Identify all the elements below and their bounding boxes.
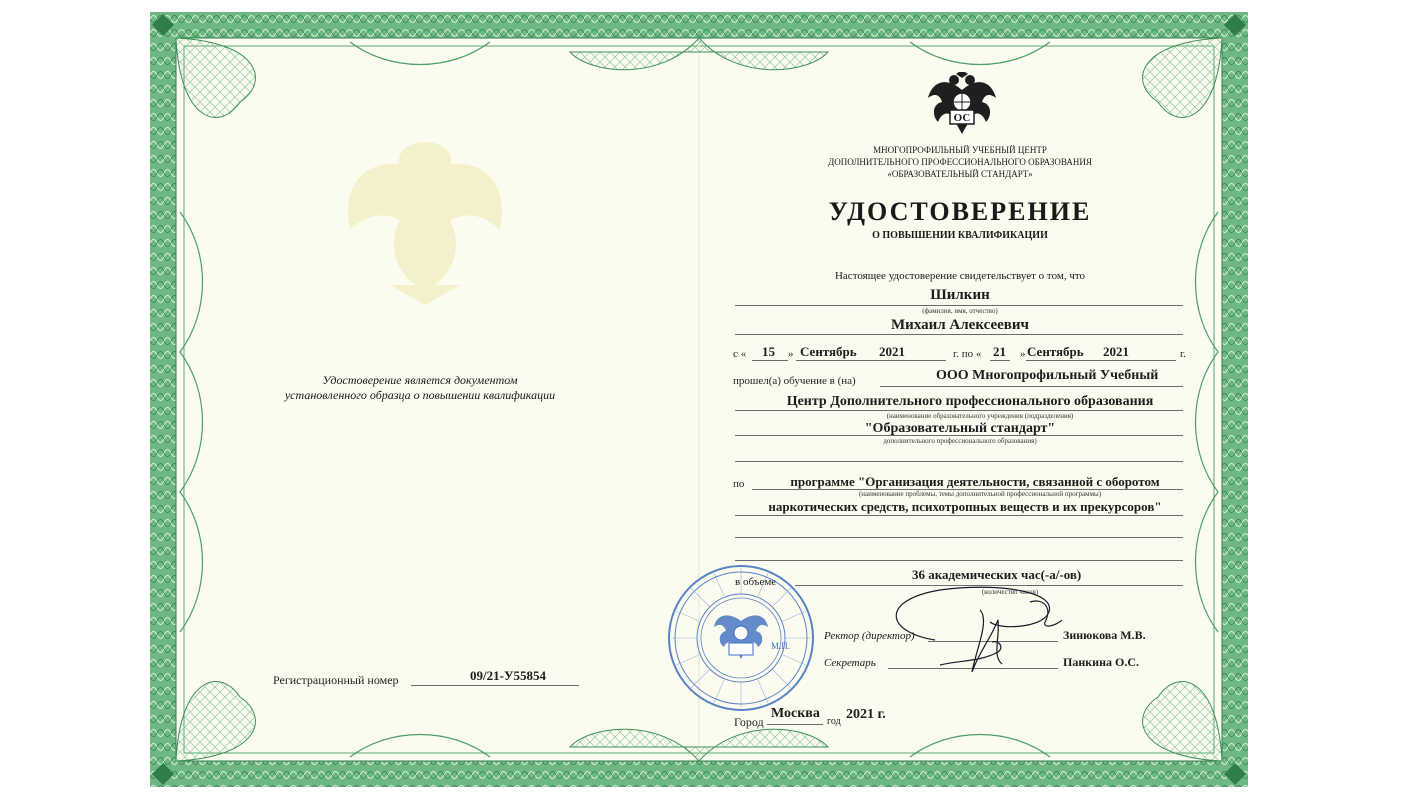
given-names-line bbox=[735, 334, 1183, 335]
document-subtitle: О ПОВЫШЕНИИ КВАЛИФИКАЦИИ bbox=[872, 230, 1048, 241]
volume-caption: (количество часов) bbox=[981, 588, 1039, 596]
date-to-month: Сентябрь bbox=[1027, 344, 1084, 359]
city-value: Москва bbox=[771, 706, 820, 721]
trained-at-label: прошел(а) обучение в (на) bbox=[733, 375, 856, 387]
volume-value: 36 академических час(-а/-ов) bbox=[912, 567, 1082, 582]
date-from-day-line bbox=[752, 360, 788, 361]
year-label: год bbox=[827, 716, 841, 727]
program-caption: (наименование проблемы, темы дополнительной профессиональной программы) bbox=[858, 490, 1102, 498]
institution-line1-rule bbox=[880, 386, 1183, 387]
watermark-eagle-icon bbox=[330, 120, 520, 310]
blank-line bbox=[735, 461, 1183, 462]
blank-line-2 bbox=[735, 537, 1183, 538]
reg-number-line bbox=[411, 685, 579, 686]
reg-number-value: 09/21-У55854 bbox=[470, 668, 546, 683]
document-title: УДОСТОВЕРЕНИЕ bbox=[828, 197, 1092, 226]
double-headed-eagle-emblem-icon bbox=[926, 72, 998, 140]
date-from-close: » bbox=[788, 348, 794, 360]
given-names-value: Михаил Алексеевич bbox=[891, 317, 1029, 333]
surname-value: Шилкин bbox=[930, 287, 990, 303]
emblem-letters: ОС bbox=[953, 112, 971, 124]
institution-line2-rule bbox=[735, 410, 1183, 411]
org-line2: ДОПОЛНИТЕЛЬНОГО ПРОФЕССИОНАЛЬНОГО ОБРАЗОВАНИЯ bbox=[828, 157, 1092, 167]
city-line bbox=[767, 724, 823, 725]
date-to-month-line bbox=[1026, 360, 1176, 361]
year-value: 2021 г. bbox=[846, 707, 886, 722]
name-caption: (фамилия, имя, отчество) bbox=[922, 307, 998, 315]
date-from-month-line bbox=[796, 360, 946, 361]
blank-line-3 bbox=[735, 560, 1183, 561]
volume-label: в объеме bbox=[735, 576, 777, 588]
program-line2: наркотических средств, психотропных веществ и их прекурсоров" bbox=[768, 499, 1162, 514]
date-from-month: Сентябрь bbox=[800, 344, 857, 359]
date-to-day-line bbox=[990, 360, 1010, 361]
date-to-year: 2021 bbox=[1103, 344, 1129, 359]
institution-line2: Центр Дополнительного профессионального образования bbox=[786, 394, 1154, 409]
left-note-line1: Удостоверение является документом bbox=[322, 373, 518, 387]
institution-line1: ООО Многопрофильный Учебный bbox=[936, 368, 1159, 383]
date-to-close: » bbox=[1020, 348, 1026, 360]
institution-caption2: дополнительного профессионального образования) bbox=[883, 437, 1037, 445]
date-from-year: 2021 bbox=[879, 344, 905, 359]
date-middle: г. по « bbox=[953, 348, 982, 360]
rector-name: Зинюкова М.В. bbox=[1063, 628, 1146, 642]
official-stamp-seal-icon bbox=[666, 563, 816, 713]
program-line1: программе "Организация деятельности, связанной с оборотом bbox=[790, 474, 1160, 489]
rector-label: Ректор (директор) bbox=[824, 630, 915, 642]
program-line2-rule bbox=[735, 515, 1183, 516]
intro-text: Настоящее удостоверение свидетельствует о том, что bbox=[834, 270, 1086, 282]
institution-line3: "Образовательный стандарт" bbox=[864, 421, 1056, 436]
date-to-day: 21 bbox=[993, 344, 1006, 359]
reg-number-label: Регистрационный номер bbox=[273, 673, 399, 687]
secretary-name: Панкина О.С. bbox=[1063, 655, 1139, 669]
program-label: по bbox=[733, 478, 745, 490]
institution-caption1: (наименование образовательного учреждения (подразделения) bbox=[886, 412, 1074, 420]
stamp-mp-mark: М.П. bbox=[771, 641, 791, 651]
handwritten-signatures-icon bbox=[880, 580, 1070, 680]
city-label: Город bbox=[734, 715, 764, 729]
org-line3: «ОБРАЗОВАТЕЛЬНЫЙ СТАНДАРТ» bbox=[887, 169, 1033, 179]
date-from-prefix: с « bbox=[733, 348, 747, 360]
surname-line bbox=[735, 305, 1183, 306]
left-note-line2: установленного образца о повышении квалификации bbox=[284, 388, 556, 402]
org-line1: МНОГОПРОФИЛЬНЫЙ УЧЕБНЫЙ ЦЕНТР bbox=[873, 145, 1047, 155]
date-end: г. bbox=[1180, 348, 1187, 360]
secretary-label: Секретарь bbox=[824, 657, 876, 669]
date-from-day: 15 bbox=[762, 344, 775, 359]
